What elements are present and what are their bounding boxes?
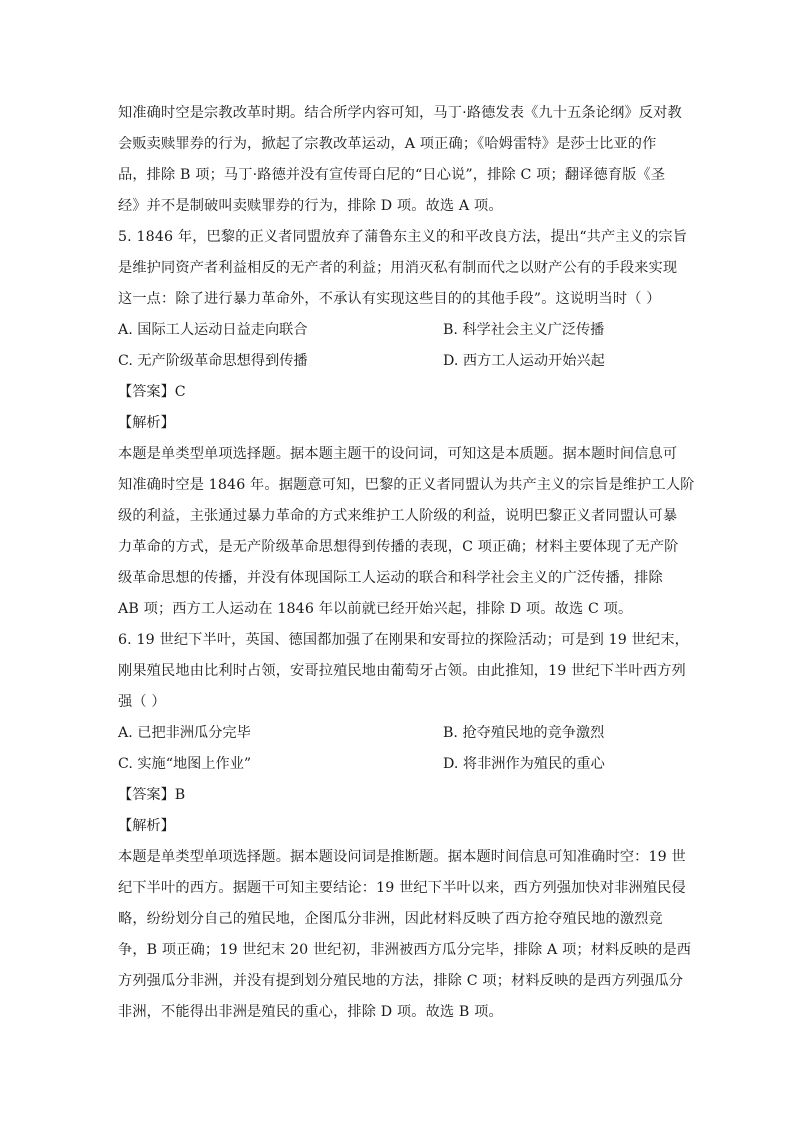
options-row [118,346,670,377]
analysis-line: 非洲，不能得出非洲是殖民的重心，排除 D 项。故选 B 项。 [118,1004,503,1020]
answer-label: 【答案】B [118,787,186,803]
option-d: D. 西方工人运动开始兴起 [443,353,605,369]
question-stem-line: 刚果殖民地由比利时占领，安哥拉殖民地由葡萄牙占领。由此推知，19 世纪下半叶西方列 [118,663,686,679]
option-c: C. 实施“地图上作业” [118,756,252,772]
analysis-line: 略，纷纷划分自己的殖民地，企图瓜分非洲，因此材料反映了西方抢夺殖民地的激烈竞 [118,911,663,927]
question-stem-line: 强（ ） [118,694,166,710]
analysis-line: 力革命的方式，是无产阶级革命思想得到传播的表现，C 项正确；材料主要体现了无产阶 [118,539,679,555]
analysis-line: 级革命思想的传播，并没有体现国际工人运动的联合和科学社会主义的广泛传播，排除 [118,570,663,586]
option-a: A. 国际工人运动日益走向联合 [118,322,308,338]
previous-analysis-continuation [118,98,682,222]
analysis-line: 本题是单类型单项选择题。据本题主题干的设问词，可知这是本质题。据本题时间信息可 [118,446,678,462]
analysis-line: 本题是单类型单项选择题。据本题设问词是推断题。据本题时间信息可知准确时空：19 世 [118,849,686,865]
text-line: 品，排除 B 项；马丁·路德并没有宣传哥白尼的“日心说”，排除 C 项；翻译德育版《圣 [118,167,666,183]
option-b: B. 抢夺殖民地的竞争激烈 [443,725,605,741]
question-stem-line: 这一点：除了进行暴力革命外，不承认有实现这些目的的其他手段”。这说明当时（ ） [118,291,661,307]
analysis-text [118,842,692,1028]
question-6 [118,625,692,1028]
options-row [118,749,670,780]
analysis-line: 方列强瓜分非洲，并没有提到划分殖民地的方法，排除 C 项；材料反映的是西方列强瓜分 [118,973,684,989]
option-d: D. 将非洲作为殖民的重心 [443,756,605,772]
question-stem-line: 是维护同资产者利益相反的无产者的利益；用消灭私有制而代之以财产公有的手段来实现 [118,260,678,276]
question-stem-line: 6. 19 世纪下半叶，英国、德国都加强了在刚果和安哥拉的探险活动；可是到 19 世纪末， [118,632,689,648]
text-line: 知准确时空是宗教改革时期。结合所学内容可知，马丁·路德发表《九十五条论纲》反对教 [118,105,682,121]
answer-label: 【答案】C [118,384,186,400]
options-row [118,718,670,749]
analysis-text [118,439,695,625]
analysis-line: 纪下半叶的西方。据题干可知主要结论：19 世纪下半叶以来，西方列强加快对非洲殖民侵 [118,880,686,896]
text-line: 会贩卖赎罪券的行为，掀起了宗教改革运动，A 项正确；《哈姆雷特》是莎士比亚的作 [118,136,657,152]
question-stem-line: 5. 1846 年，巴黎的正义者同盟放弃了蒲鲁东主义的和平改良方法，提出“共产主义的宗旨 [118,229,688,245]
option-b: B. 科学社会主义广泛传播 [443,322,605,338]
analysis-label: 【解析】 [118,415,175,431]
page-content [118,98,695,1028]
question-5 [118,222,695,625]
analysis-label: 【解析】 [118,818,175,834]
analysis-line: 知准确时空是 1846 年。据题意可知，巴黎的正义者同盟认为共产主义的宗旨是维护工人阶 [118,477,695,493]
option-a: A. 已把非洲瓜分完毕 [118,725,251,741]
analysis-line: 级的利益，主张通过暴力革命的方式来维护工人阶级的利益，说明巴黎正义者同盟认可暴 [118,508,678,524]
analysis-line: 争，B 项正确；19 世纪末 20 世纪初，非洲被西方瓜分完毕，排除 A 项；材料反映的是西 [118,942,692,958]
text-line: 经》并不是制破叫卖赎罪券的行为，排除 D 项。故选 A 项。 [118,198,503,214]
analysis-line: AB 项；西方工人运动在 1846 年以前就已经开始兴起，排除 D 项。故选 C 项。 [118,601,633,617]
options-row [118,315,670,346]
option-c: C. 无产阶级革命思想得到传播 [118,353,308,369]
